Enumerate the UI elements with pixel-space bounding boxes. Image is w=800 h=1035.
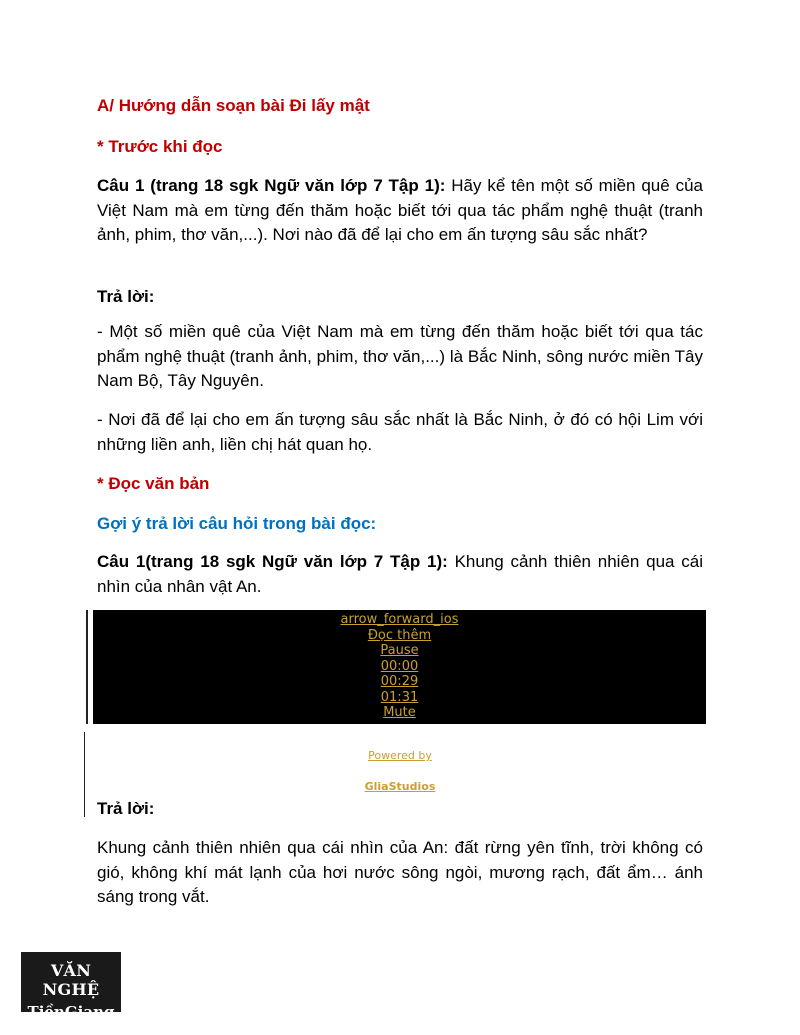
time-mid[interactable]: 00:29 bbox=[380, 674, 419, 689]
read-more-link[interactable]: Đọc thêm bbox=[367, 627, 432, 643]
powered-by-link[interactable]: Powered by bbox=[368, 749, 432, 762]
time-current[interactable]: 00:00 bbox=[380, 658, 419, 674]
embed-divider bbox=[86, 610, 88, 724]
section-heading-before-reading: * Trước khi đọc bbox=[97, 137, 223, 156]
hint-heading: Gợi ý trả lời câu hỏi trong bài đọc: bbox=[97, 514, 377, 533]
main-heading: A/ Hướng dẫn soạn bài Đi lấy mật bbox=[97, 96, 370, 115]
question-1 bbox=[97, 174, 703, 248]
question-1-label: Câu 1 (trang 18 sgk Ngữ văn lớp 7 Tập 1): bbox=[97, 176, 446, 195]
arrow-forward-icon[interactable]: arrow_forward_ios bbox=[340, 612, 459, 627]
question-2-label: Câu 1(trang 18 sgk Ngữ văn lớp 7 Tập 1): bbox=[97, 552, 448, 571]
answer-label-2: Trả lời: bbox=[97, 799, 155, 818]
section-heading-reading: * Đọc văn bản bbox=[97, 474, 210, 493]
question-2 bbox=[97, 550, 703, 599]
question-1-text: Hãy kể tên một số miền quê của Việt Nam mà em từng đến thăm hoặc biết tới qua tác phẩm nghệ thuật (tranh ảnh, phim, thơ văn,...). Nơi nào đã để lại cho em ấn tượng sâu sắc nhất? bbox=[97, 176, 703, 244]
embed-divider-2 bbox=[84, 732, 85, 817]
powered-by-brand-link[interactable]: GliaStudios bbox=[364, 780, 436, 793]
logo-line-1: VĂN NGHỆ bbox=[42, 961, 100, 999]
logo-line-2: TiềnGiang bbox=[27, 1003, 115, 1021]
site-logo bbox=[21, 952, 121, 1021]
answer-2-paragraph: Khung cảnh thiên nhiên qua cái nhìn của An: đất rừng yên tĩnh, trời không có gió, không khí mát lạnh của hơi nước sông ngòi, mương rạch, đất ẩm… ánh sáng trong vắt. bbox=[97, 838, 703, 906]
pause-button[interactable]: Pause bbox=[380, 643, 419, 658]
video-player[interactable] bbox=[93, 610, 706, 724]
answer-label-1: Trả lời: bbox=[97, 287, 155, 306]
mute-button[interactable]: Mute bbox=[383, 705, 416, 720]
answer-1-paragraph-1: - Một số miền quê của Việt Nam mà em từng đến thăm hoặc biết tới qua tác phẩm nghệ thuật (tranh ảnh, phim, thơ văn,...) là Bắc Ninh, sông nước miền Tây Nam Bộ, Tây Nguyên. bbox=[97, 322, 703, 390]
question-2-text: Khung cảnh thiên nhiên qua cái nhìn của nhân vật An. bbox=[97, 552, 703, 596]
answer-1-paragraph-2: - Nơi đã để lại cho em ấn tượng sâu sắc nhất là Bắc Ninh, ở đó có hội Lim với những liền anh, liền chị hát quan họ. bbox=[97, 410, 703, 454]
time-total[interactable]: 01:31 bbox=[380, 689, 419, 705]
